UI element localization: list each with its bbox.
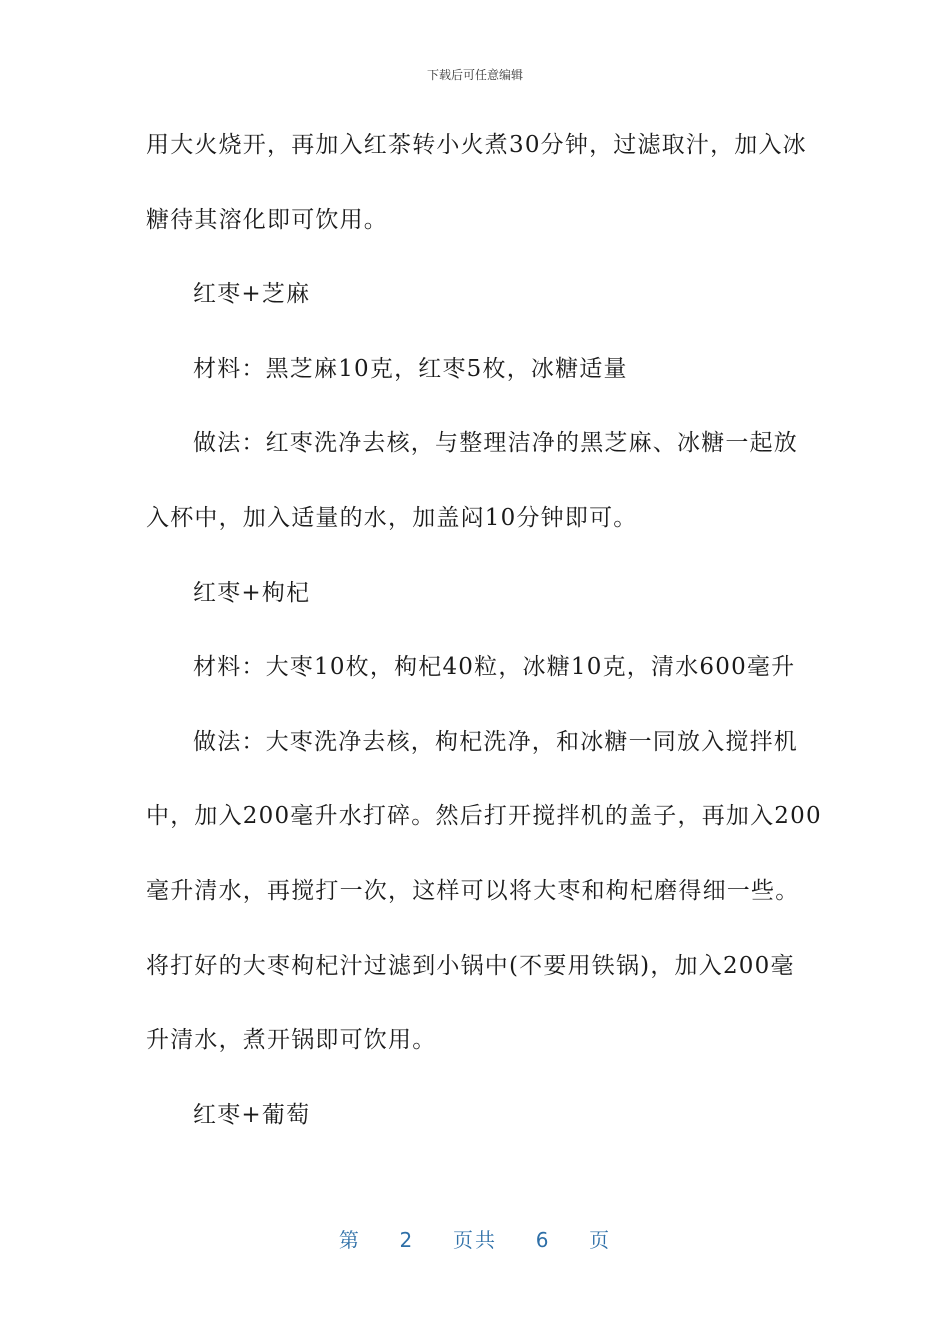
footer-prefix: 第 [338, 1228, 361, 1252]
paragraph-line: 用大火烧开，再加入红茶转小火煮30分钟，过滤取汁，加入冰 [146, 132, 807, 158]
footer-middle: 页共 [453, 1228, 497, 1252]
section-heading: 红枣+葡萄 [193, 1101, 311, 1128]
method-line: 做法：红枣洗净去核，与整理洁净的黑芝麻、冰糖一起放 [193, 430, 798, 457]
method-line: 做法：大枣洗净去核，枸杞洗净，和冰糖一同放入搅拌机 [193, 728, 798, 755]
header-note: 下载后可任意编辑 [426, 68, 523, 82]
footer-suffix: 页 [589, 1228, 612, 1252]
total-pages: 6 [535, 1228, 551, 1252]
paragraph-line: 升清水，煮开锅即可饮用。 [146, 1027, 437, 1054]
ingredients-line: 材料：大枣10枚，枸杞40粒，冰糖10克，清水600毫升 [193, 654, 796, 681]
ingredients-line: 材料：黑芝麻10克，红枣5枚，冰糖适量 [193, 355, 628, 382]
page-footer [0, 1224, 950, 1253]
paragraph-line: 入杯中，加入适量的水，加盖闷10分钟即可。 [146, 504, 638, 531]
paragraph-line: 中，加入200毫升水打碎。然后打开搅拌机的盖子，再加入200 [146, 803, 822, 830]
section-heading: 红枣+枸杞 [193, 579, 311, 606]
paragraph-line: 将打好的大枣枸杞汁过滤到小锅中(不要用铁锅)，加入200毫 [146, 952, 795, 979]
current-page-number: 2 [399, 1228, 415, 1252]
document-body [146, 122, 822, 1166]
paragraph-line: 糖待其溶化即可饮用。 [146, 206, 388, 233]
paragraph-line: 毫升清水，再搅打一次，这样可以将大枣和枸杞磨得细一些。 [146, 877, 800, 904]
section-heading: 红枣+芝麻 [193, 281, 311, 308]
